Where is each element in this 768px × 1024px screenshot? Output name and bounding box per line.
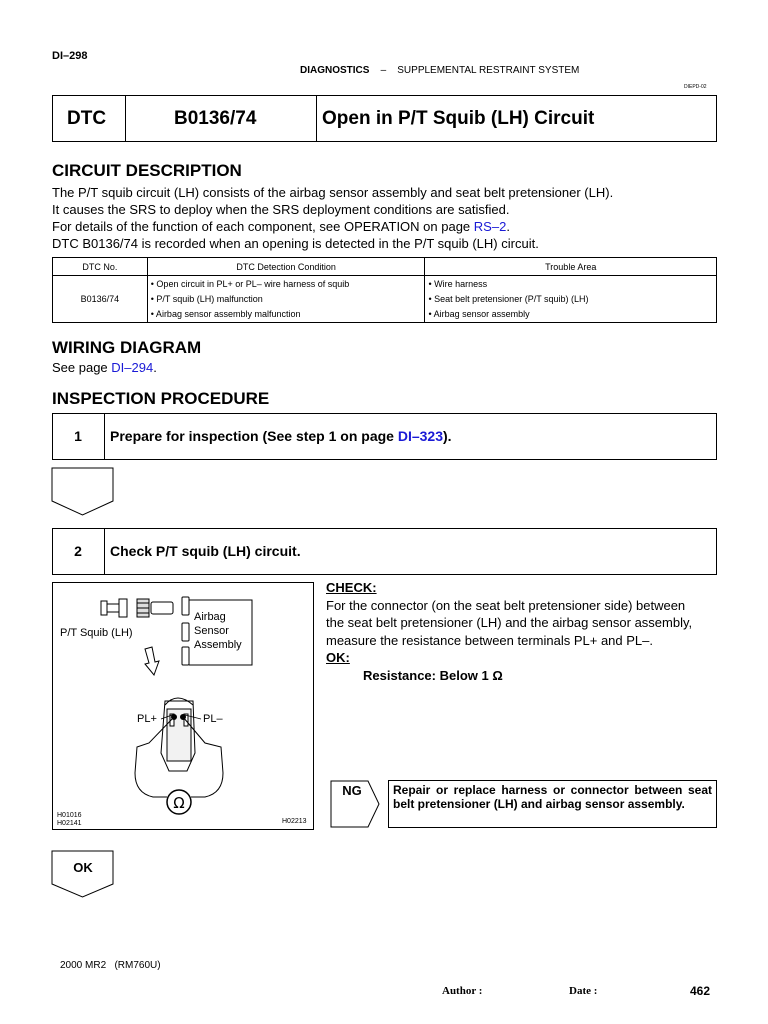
- ok-arrow: [51, 850, 115, 898]
- inspection-procedure-heading: INSPECTION PROCEDURE: [52, 389, 270, 408]
- flow-arrow-icon: [51, 467, 115, 517]
- ng-arrow-icon: [330, 780, 380, 828]
- step-1-box: [52, 413, 717, 460]
- ok-label-text: OK: [73, 860, 93, 875]
- ng-label: NG: [342, 783, 362, 798]
- step-text: Check P/T squib (LH) circuit.: [110, 543, 301, 559]
- table-header-row: [53, 258, 717, 276]
- table-header: Trouble Area: [425, 258, 717, 276]
- ohm-symbol: Ω: [173, 794, 185, 812]
- section-name: DIAGNOSTICS: [300, 65, 370, 76]
- di323-link[interactable]: DI–323: [397, 428, 444, 444]
- table-row: [53, 276, 717, 323]
- step-number: 2: [74, 543, 82, 559]
- condition-item: • Open circuit in PL+ or PL– wire harness of squib: [150, 278, 350, 289]
- squib-circuit-figure: [52, 582, 314, 830]
- trouble-area-item: • Airbag sensor assembly: [428, 308, 530, 319]
- squib-connector-icon: [101, 599, 173, 617]
- step-number: 1: [74, 428, 82, 444]
- ok-label: OK:: [326, 650, 350, 665]
- connector-diagram: [53, 583, 315, 831]
- footer-author: Author :: [442, 985, 483, 997]
- condition-item: • Airbag sensor assembly malfunction: [150, 308, 301, 319]
- dtc-code: B0136/74: [174, 108, 257, 129]
- pl-plus-label: PL+: [137, 713, 157, 725]
- ohmmeter-icon: [167, 790, 191, 814]
- ng-action-box: Repair or replace harness or connector between seat belt pretensioner (LH) and airbag sensor assembly.: [388, 780, 717, 828]
- footer-date: Date :: [569, 985, 598, 997]
- circuit-description-heading: CIRCUIT DESCRIPTION: [52, 161, 242, 180]
- trouble-area-item: • Wire harness: [428, 278, 488, 289]
- description-line: For details of the function of each component, see OPERATION on page RS–2.: [52, 219, 510, 234]
- check-label: CHECK:: [326, 580, 377, 595]
- table-cell-dtc-no: B0136/74: [53, 276, 148, 323]
- table-cell-conditions: [147, 276, 425, 323]
- wiring-diagram-heading: WIRING DIAGRAM: [52, 338, 202, 357]
- footer-model: 2000 MR2 (RM760U): [60, 960, 161, 971]
- trouble-area-item: • Seat belt pretensioner (P/T squib) (LH): [428, 293, 589, 304]
- step-text: Prepare for inspection (See step 1 on page DI–323).: [110, 428, 452, 444]
- description-line: The P/T squib circuit (LH) consists of the airbag sensor assembly and seat belt pretensioner (LH).: [52, 185, 614, 200]
- wiring-diagram-text: See page DI–294.: [52, 360, 157, 375]
- section-dash: –: [380, 65, 387, 76]
- table-cell-trouble-areas: [425, 276, 717, 323]
- page-id: DI–298: [52, 50, 88, 62]
- condition-item: • P/T squib (LH) malfunction: [150, 293, 263, 304]
- table-header: DTC Detection Condition: [147, 258, 425, 276]
- resistance-spec: Resistance: Below 1 Ω: [363, 667, 503, 683]
- table-header: DTC No.: [53, 258, 148, 276]
- circuit-description: [52, 184, 613, 252]
- dtc-title: Open in P/T Squib (LH) Circuit: [322, 108, 595, 129]
- doc-code: DIEPD-02: [684, 84, 707, 90]
- description-line: DTC B0136/74 is recorded when an opening is detected in the P/T squib (LH) circuit.: [52, 236, 539, 251]
- section-header: [300, 65, 579, 76]
- di294-link[interactable]: DI–294: [111, 360, 154, 375]
- subsection-name: SUPPLEMENTAL RESTRAINT SYSTEM: [397, 65, 580, 76]
- dtc-title-box: [52, 95, 717, 142]
- dtc-label: DTC: [67, 108, 107, 129]
- footer-page-number: 462: [690, 984, 711, 998]
- check-line: For the connector (on the seat belt pretensioner side) between: [326, 597, 686, 613]
- dtc-table: [52, 257, 717, 323]
- rs2-link[interactable]: RS–2: [473, 219, 507, 234]
- down-arrow-icon: [145, 647, 159, 675]
- pl-minus-label: PL–: [203, 713, 223, 725]
- step-2-box: [52, 528, 717, 575]
- pt-squib-label: P/T Squib (LH): [60, 627, 133, 639]
- check-line: measure the resistance between terminals PL+ and PL–.: [326, 632, 653, 648]
- check-line: the seat belt pretensioner (LH) and the airbag sensor assembly,: [326, 615, 693, 630]
- airbag-sensor-label: Airbag Sensor Assembly: [194, 611, 242, 651]
- figure-code: H02213: [282, 818, 307, 825]
- description-line: It causes the SRS to deploy when the SRS deployment conditions are satisfied.: [52, 202, 510, 217]
- figure-code: H01016 H02141: [57, 812, 82, 827]
- check-block: [326, 579, 692, 684]
- test-connector-icon: [161, 698, 195, 771]
